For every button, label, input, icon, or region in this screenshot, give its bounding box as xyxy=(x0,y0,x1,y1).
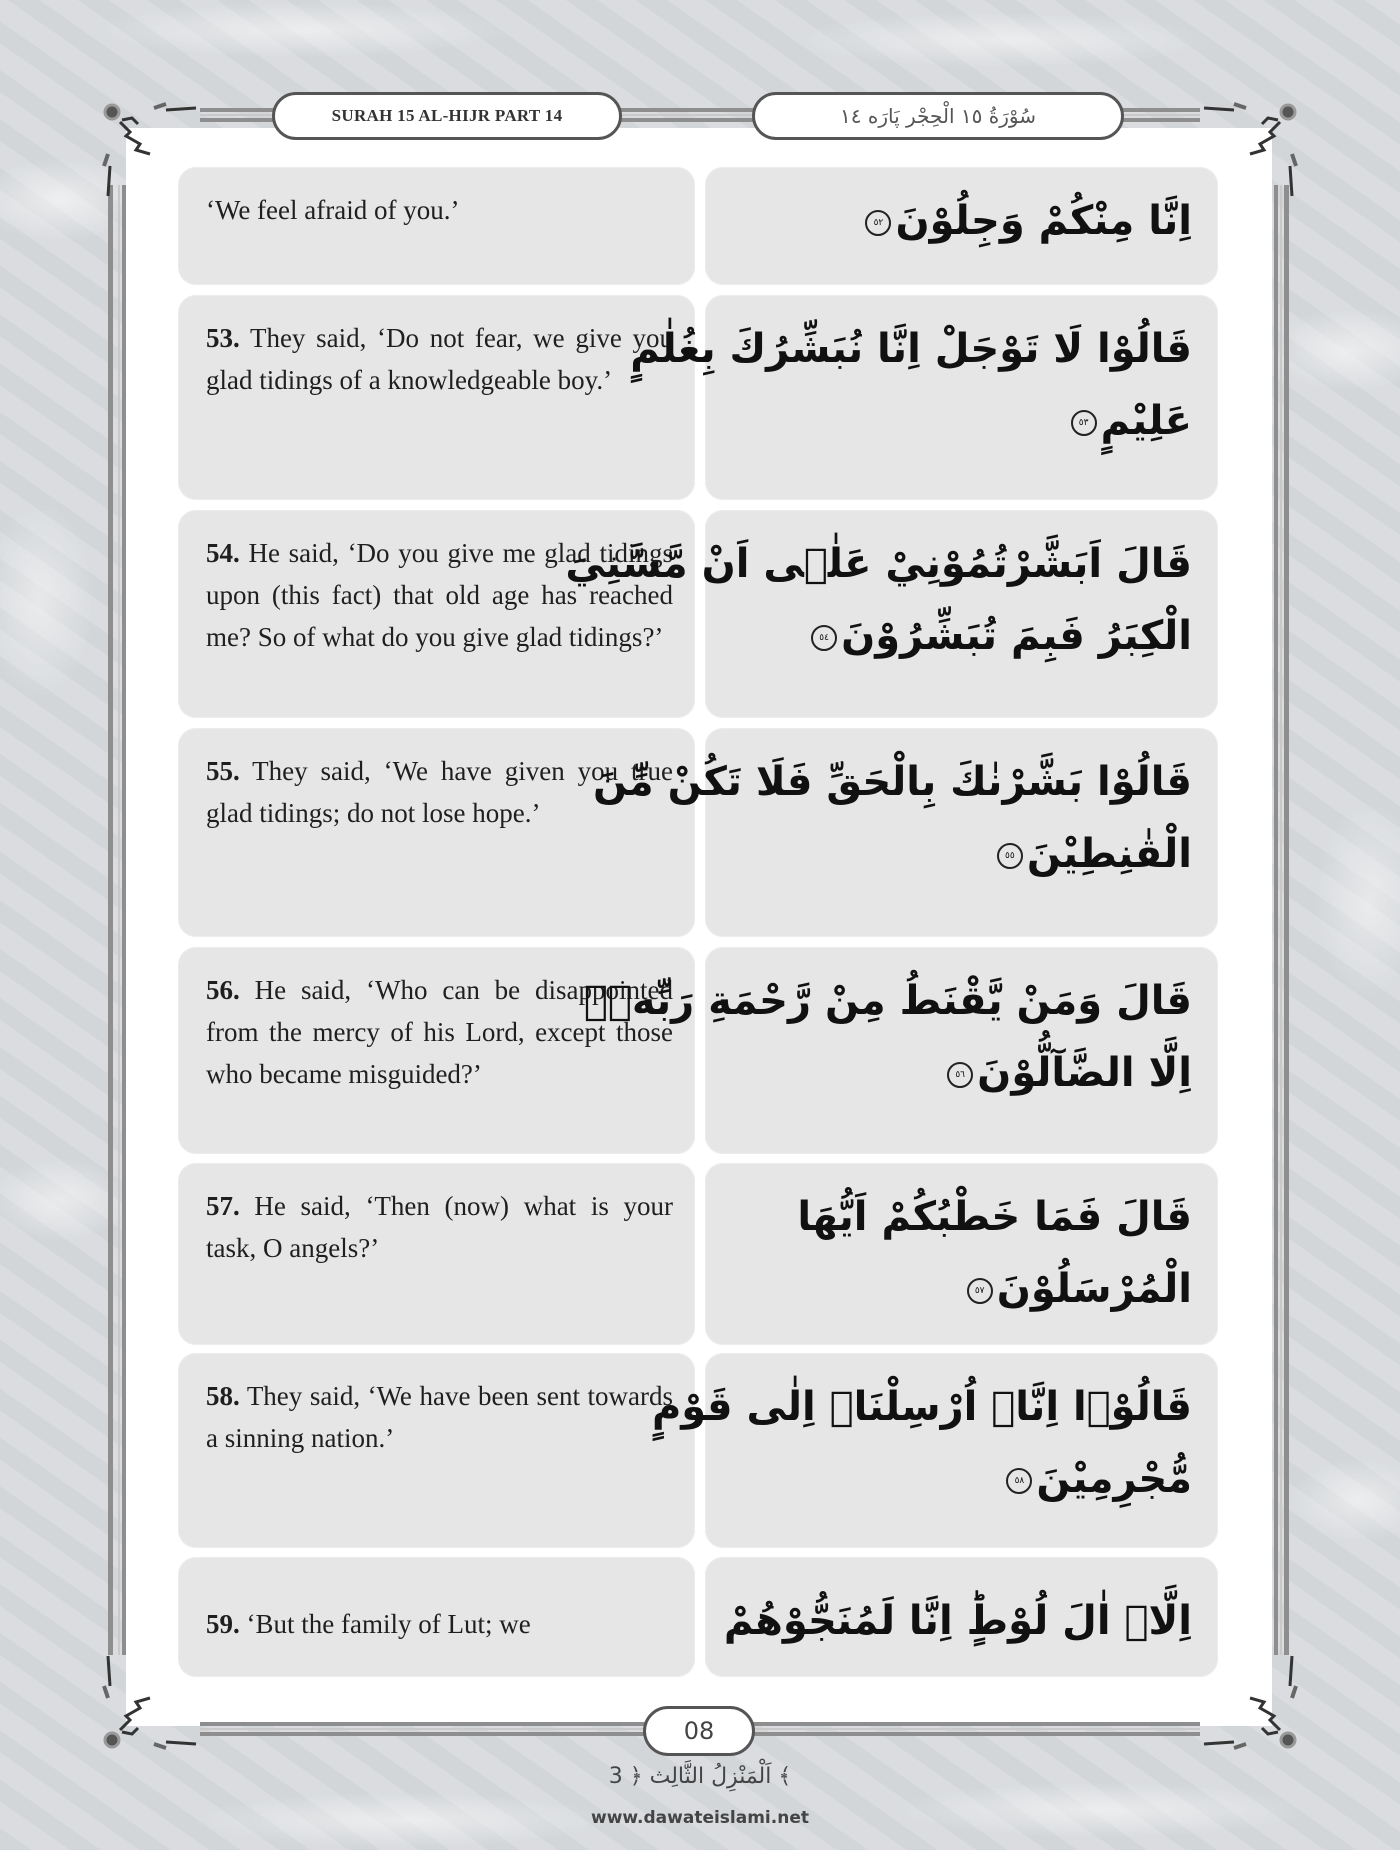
translation-cell xyxy=(178,1353,695,1548)
verse-row xyxy=(178,728,1218,937)
arabic-cell xyxy=(565,510,1218,718)
translation-body: He said, ‘Who can be disappointed from the mercy of his Lord, except those who became misguided?’ xyxy=(206,975,673,1089)
arabic-cell xyxy=(705,1557,1218,1677)
page-number: 08 xyxy=(683,1717,715,1745)
arabic-line xyxy=(727,1181,1192,1253)
verse-row xyxy=(178,1163,1218,1345)
sparkle-decoration-icon xyxy=(692,1680,710,1698)
translation-cell xyxy=(178,1557,695,1677)
verse-row xyxy=(178,947,1218,1154)
arabic-line xyxy=(727,385,1192,457)
frame-border-left-inner xyxy=(118,185,120,1655)
verse-row xyxy=(178,1353,1218,1548)
header-arabic-title: سُوْرَةُ ١٥ الْحِجْر پَارَه ١٤ xyxy=(840,104,1036,128)
verse-row xyxy=(178,167,1218,285)
arabic-line xyxy=(727,185,1192,257)
arabic-line xyxy=(727,1037,1192,1109)
arabic-line xyxy=(565,528,1192,600)
frame-border-right xyxy=(1274,185,1278,1655)
arabic-cell xyxy=(705,167,1218,285)
ayah-end-marker-icon: ٥٧ xyxy=(967,1278,993,1304)
verse-number: 58. xyxy=(206,1381,240,1411)
header-surah-arabic xyxy=(752,92,1124,140)
arabic-text: اِنَّا مِنْكُمْ وَجِلُوْنَ xyxy=(895,198,1192,244)
arabic-text: مُّجْرِمِيْنَ xyxy=(1036,1456,1192,1502)
arabic-text: الْقٰنِطِيْنَ xyxy=(1026,831,1192,877)
arabic-line xyxy=(592,746,1192,818)
arabic-text: قَالَ فَمَا خَطْبُكُمْ اَيُّهَا xyxy=(797,1194,1192,1240)
arabic-text: اِلَّاۤ اٰلَ لُوْطٍؕ اِنَّا لَمُنَجُّوْهُمْ xyxy=(723,1598,1192,1644)
arabic-text: الْكِبَرُ فَبِمَ تُبَشِّرُوْنَ xyxy=(841,613,1192,659)
translation-cell xyxy=(178,295,695,500)
verse-row xyxy=(178,510,1218,718)
translation-body: They said, ‘We have given you true glad tidings; do not lose hope.’ xyxy=(206,756,674,828)
verse-row xyxy=(178,1557,1218,1677)
ayah-end-marker-icon: ٥٢ xyxy=(865,210,891,236)
ayah-end-marker-icon: ٥٤ xyxy=(811,625,837,651)
translation-text xyxy=(206,317,673,401)
verse-number: 54. xyxy=(206,538,240,568)
verse-row xyxy=(178,295,1218,500)
frame-border-right-inner xyxy=(1280,185,1282,1655)
arabic-cell xyxy=(583,947,1218,1154)
header-surah-english xyxy=(272,92,622,140)
website-link[interactable]: www.dawateislami.net xyxy=(591,1808,809,1828)
arabic-text: قَالَ وَمَنْ يَّقْنَطُ مِنْ رَّحْمَةِ رَبِّهٖۤ xyxy=(583,978,1192,1024)
arabic-text: عَلِيْمٍ xyxy=(1100,398,1192,444)
translation-body: ‘But the family of Lut; we xyxy=(246,1609,531,1639)
arabic-line xyxy=(630,313,1192,385)
translation-body: He said, ‘Do you give me glad tidings upon (this fact) that old age has reached me? So of what do you give glad tidings?’ xyxy=(206,538,674,652)
header-english-title: SURAH 15 AL-HIJR PART 14 xyxy=(331,106,563,125)
translation-text xyxy=(206,1185,673,1269)
ayah-end-marker-icon: ٥٣ xyxy=(1071,410,1097,436)
translation-text xyxy=(206,1375,673,1459)
translation-text xyxy=(206,189,673,231)
verse-number: 59. xyxy=(206,1609,240,1639)
arabic-line xyxy=(727,1443,1192,1515)
ayah-end-marker-icon: ٥٨ xyxy=(1006,1468,1032,1494)
verse-number: 57. xyxy=(206,1191,240,1221)
arabic-text: قَالَ اَبَشَّرْتُمُوْنِيْ عَلٰۤى اَنْ مَّسَّنِيَ xyxy=(565,541,1192,587)
translation-body: They said, ‘We have been sent towards a sinning nation.’ xyxy=(206,1381,673,1453)
arabic-text: قَالُوْا بَشَّرْنٰكَ بِالْحَقِّ فَلَا تَكُنْ مِّنَ xyxy=(592,759,1192,805)
frame-border-right-outer xyxy=(1284,185,1289,1655)
arabic-text: قَالُوْۤا اِنَّاۤ اُرْسِلْنَاۤ اِلٰى قَوْمٍ xyxy=(651,1384,1192,1430)
page-number-badge xyxy=(643,1706,755,1756)
translation-body: They said, ‘Do not fear, we give you glad tidings of a knowledgeable boy.’ xyxy=(206,323,673,395)
arabic-cell xyxy=(592,728,1218,937)
arabic-line xyxy=(651,1371,1192,1443)
frame-border-left-outer xyxy=(122,185,126,1655)
arabic-text: الْمُرْسَلُوْنَ xyxy=(996,1266,1192,1312)
frame-border-left xyxy=(108,185,113,1655)
arabic-line xyxy=(727,600,1192,672)
translation-text xyxy=(206,1603,673,1645)
manzil-label: اَلْمَنْزِلُ الثَّالِث ﴿ 3 ﴾ xyxy=(608,1764,792,1789)
arabic-line xyxy=(727,1253,1192,1325)
arabic-line xyxy=(723,1585,1192,1657)
translation-body: ‘We feel afraid of you.’ xyxy=(206,195,460,225)
ayah-end-marker-icon: ٥٥ xyxy=(997,843,1023,869)
verse-number: 56. xyxy=(206,975,240,1005)
sparkle-decoration-icon xyxy=(692,1150,710,1168)
arabic-line xyxy=(727,818,1192,890)
translation-cell xyxy=(178,1163,695,1345)
arabic-text: قَالُوْا لَا تَوْجَلْ اِنَّا نُبَشِّرُكَ بِغُلٰمٍ xyxy=(630,326,1192,372)
ayah-end-marker-icon: ٥٦ xyxy=(947,1062,973,1088)
translation-body: He said, ‘Then (now) what is your task, O angels?’ xyxy=(206,1191,673,1263)
sparkle-decoration-icon xyxy=(692,282,710,300)
translation-cell xyxy=(178,167,695,285)
arabic-cell xyxy=(705,1163,1218,1345)
arabic-cell xyxy=(651,1353,1218,1548)
arabic-text: اِلَّا الضَّآلُّوْنَ xyxy=(977,1050,1192,1096)
verse-number: 53. xyxy=(206,323,240,353)
arabic-line xyxy=(583,965,1192,1037)
arabic-cell xyxy=(630,295,1218,500)
verse-number: 55. xyxy=(206,756,240,786)
